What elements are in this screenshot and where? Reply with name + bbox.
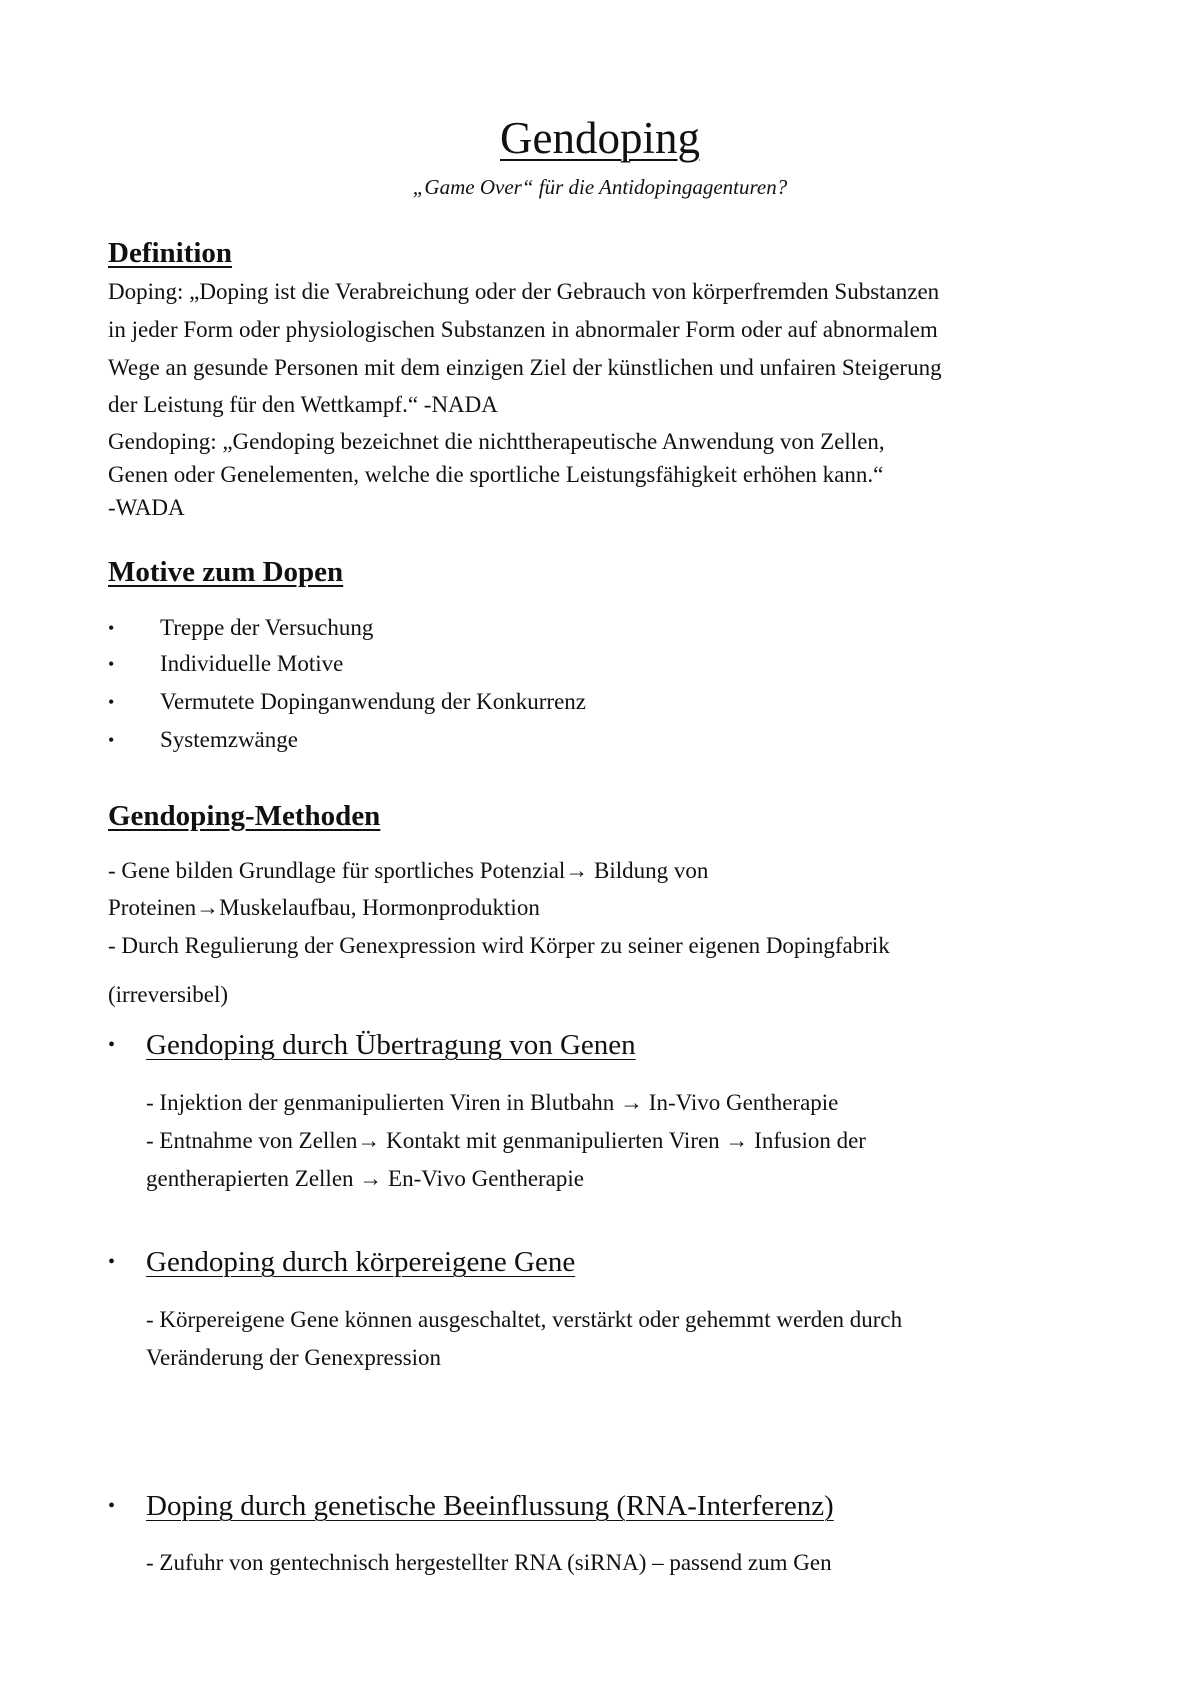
bullet-glyph: • — [108, 654, 115, 674]
subsection-line: - Injektion der genmanipulierten Viren in Blutbahn → In-Vivo Gentherapie — [146, 1090, 839, 1115]
heading-motive: Motive zum Dopen — [108, 556, 344, 588]
bullet-glyph: • — [108, 1034, 116, 1056]
subsection-line: Veränderung der Genexpression — [146, 1345, 442, 1370]
bullet-glyph: • — [108, 692, 115, 712]
definition-line: in jeder Form oder physiologischen Substanzen in abnormaler Form oder auf abnormalem — [108, 317, 938, 342]
subsection-line: - Entnahme von Zellen→ Kontakt mit genmanipulierten Viren → Infusion der — [146, 1128, 866, 1153]
subheading-label: Gendoping durch Übertragung von Genen — [146, 1029, 636, 1061]
heading-methoden: Gendoping-Methoden — [108, 800, 381, 832]
list-item-label: Individuelle Motive — [160, 651, 344, 676]
definition-line: Gendoping: „Gendoping bezeichnet die nichttherapeutische Anwendung von Zellen, — [108, 429, 885, 454]
methoden-line: - Durch Regulierung der Genexpression wird Körper zu seiner eigenen Dopingfabrik — [108, 933, 890, 958]
bullet-glyph: • — [108, 1251, 116, 1273]
page-subtitle: „Game Over“ für die Antidopingagenturen? — [412, 175, 788, 199]
methoden-line: Proteinen→Muskelaufbau, Hormonproduktion — [108, 895, 540, 920]
list-item-label: Treppe der Versuchung — [160, 615, 374, 640]
list-item-label: Systemzwänge — [160, 727, 298, 752]
subsection-line: - Zufuhr von gentechnisch hergestellter RNA (siRNA) – passend zum Gen — [146, 1550, 832, 1575]
bullet-glyph: • — [108, 618, 115, 638]
methoden-line: - Gene bilden Grundlage für sportliches Potenzial→ Bildung von — [108, 858, 709, 883]
definition-line: der Leistung für den Wettkampf.“ -NADA — [108, 392, 498, 417]
bullet-glyph: • — [108, 730, 115, 750]
subsection-line: - Körpereigene Gene können ausgeschaltet, verstärkt oder gehemmt werden durch — [146, 1307, 903, 1332]
definition-line: Wege an gesunde Personen mit dem einzigen Ziel der künstlichen und unfairen Steigerung — [108, 355, 942, 380]
definition-line: Genen oder Genelementen, welche die sportliche Leistungsfähigkeit erhöhen kann.“ — [108, 462, 884, 487]
subheading-label: Doping durch genetische Beeinflussung (RNA-Interferenz) — [146, 1490, 834, 1522]
bullet-glyph: • — [108, 1495, 116, 1517]
subheading-label: Gendoping durch körpereigene Gene — [146, 1246, 576, 1278]
subsection-line: gentherapierten Zellen → En-Vivo Gentherapie — [146, 1166, 584, 1191]
definition-line: Doping: „Doping ist die Verabreichung oder der Gebrauch von körperfremden Substanzen — [108, 279, 940, 304]
definition-line: -WADA — [108, 495, 185, 520]
list-item-label: Vermutete Dopinganwendung der Konkurrenz — [160, 689, 587, 714]
page-title: Gendoping — [500, 113, 700, 163]
methoden-line: (irreversibel) — [108, 982, 229, 1007]
heading-definition: Definition — [108, 237, 233, 269]
